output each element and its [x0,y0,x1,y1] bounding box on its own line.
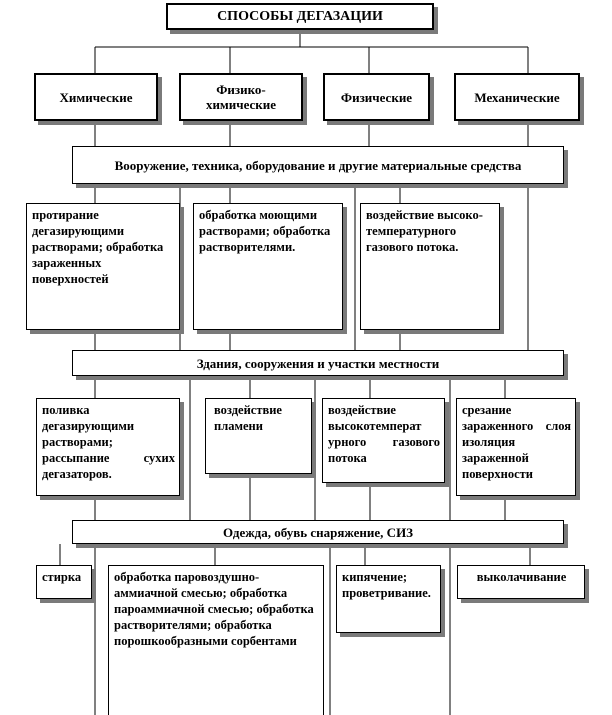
section-buildings-heading [72,350,564,376]
buildings-physchem-cell [205,398,312,474]
equipment-physchem-cell [193,203,343,330]
buildings-chemical-text: поливка дегазирующими растворами; рассыпание сухих дегазаторов. [42,403,175,481]
clothing-chemical-cell [36,565,92,599]
equipment-physical-cell [360,203,500,330]
equipment-chemical-text: протирание дегазирующими растворами; обработка зараженных поверхностей [32,208,164,286]
section-clothing-heading-text: Одежда, обувь снаряжение, СИЗ [222,524,414,540]
buildings-physical-text: воздействие высокотемперат урного газового потока [328,403,440,465]
method-chemical-box [34,73,158,121]
method-mechanical-label: Механические [474,89,560,105]
buildings-physchem-text: воздействие пламени [214,403,282,433]
buildings-chemical-cell [36,398,180,496]
method-physchem-box [179,73,303,121]
section-buildings-heading-text: Здания, сооружения и участки местности [196,355,440,371]
method-mechanical-box [454,73,580,121]
clothing-physical-cell [336,565,441,633]
buildings-physical-cell [322,398,445,483]
equipment-physical-text: воздействие высоко-температурного газового потока. [366,208,483,254]
diagram-title [166,3,434,30]
clothing-mechanical-cell [457,565,585,599]
equipment-physchem-text: обработка моющими растворами; обработка растворителями. [199,208,331,254]
clothing-physchem-cell [108,565,324,715]
clothing-mechanical-text: выколачивание [476,570,567,584]
method-physical-label: Физические [340,89,413,105]
buildings-mechanical-text: срезание зараженного слоя изоляция зараженной поверхности [462,403,571,481]
section-equipment-heading [72,146,564,184]
buildings-mechanical-cell [456,398,576,496]
section-clothing-heading [72,520,564,544]
clothing-physchem-text: обработка паровоздушно-аммиачной смесью; обработка пароаммиачной смесью; обработка растворителями; обработка порошкообразными сорбентами [114,570,314,648]
method-physical-box [323,73,430,121]
clothing-chemical-text: стирка [42,570,82,584]
clothing-physical-text: кипячение; проветривание. [342,570,431,600]
method-chemical-label: Химические [59,89,133,105]
section-equipment-heading-text: Вооружение, техника, оборудование и другие материальные средства [114,157,522,173]
equipment-chemical-cell [26,203,180,330]
method-physchem-label: Физико-химические [205,82,277,112]
diagram-title-text: СПОСОБЫ ДЕГАЗАЦИИ [217,9,383,24]
